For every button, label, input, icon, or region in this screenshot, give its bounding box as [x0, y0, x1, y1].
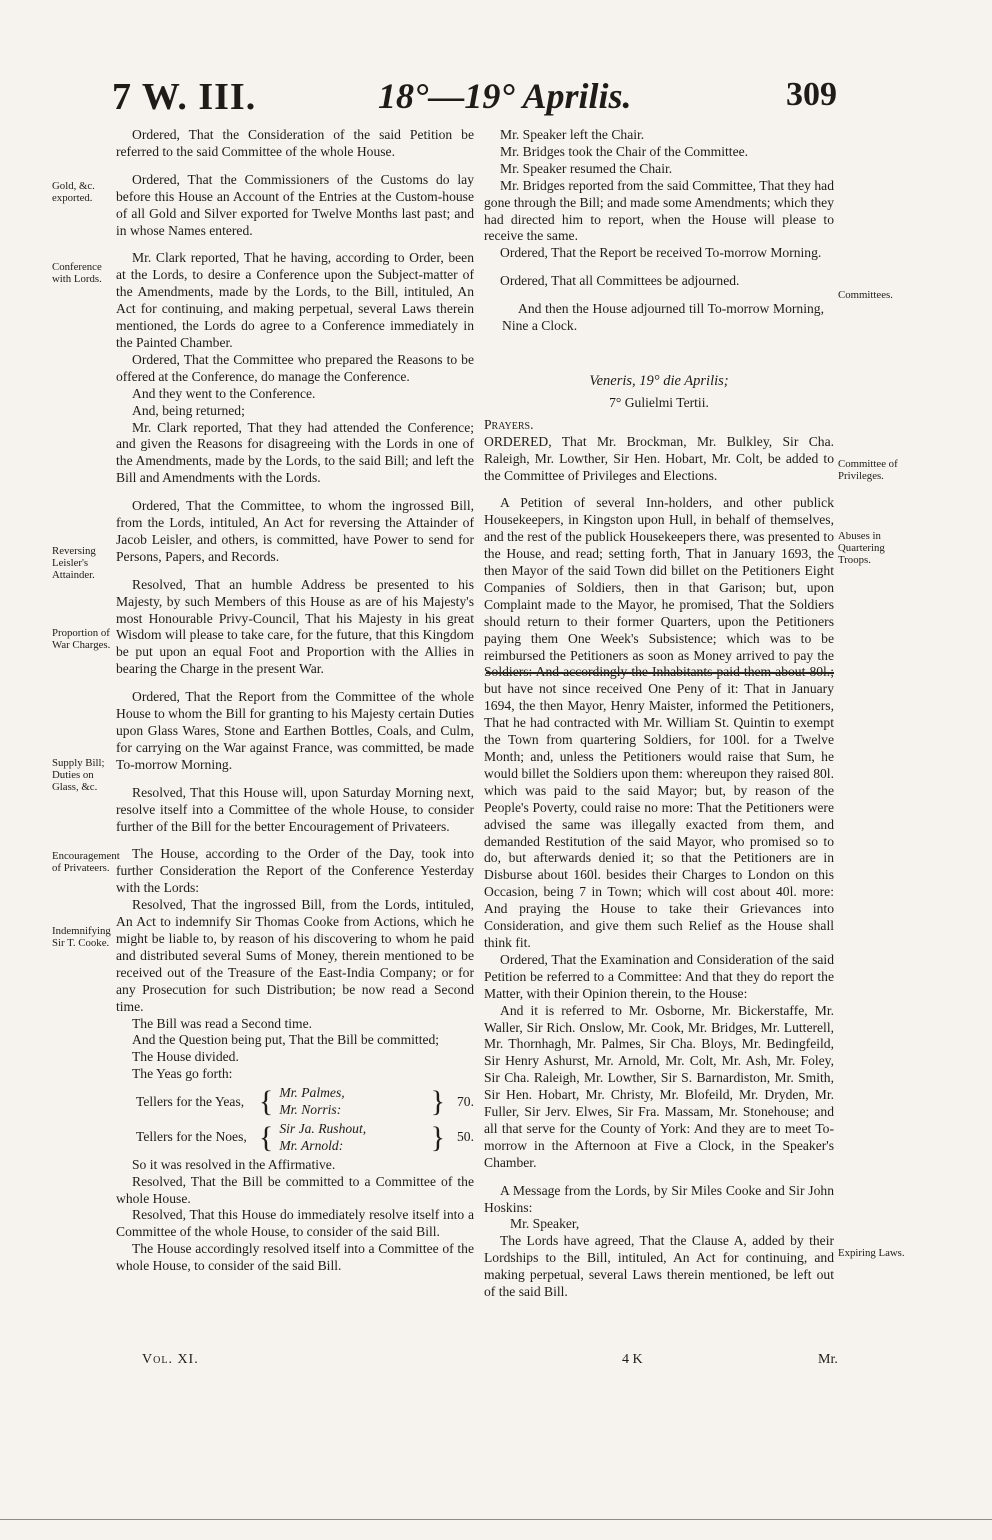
entry-privateers: Resolved, That this House will, upon Saturday Morning next, resolve itself into a Committee of the whole House, to consider further of the Bill for the better Encouragement of Privateers. [116, 784, 474, 834]
brace-icon: } [430, 1085, 445, 1119]
entry-affirmative: So it was resolved in the Affirmative. [132, 1156, 336, 1172]
entry-speaker-left: Mr. Speaker left the Chair. [500, 127, 645, 142]
teller-no-2: Mr. Arnold: [279, 1137, 344, 1153]
entry-went-to-conference: And they went to the Conference. [132, 385, 316, 401]
tellers-yeas-label: Tellers for the Yeas, [136, 1093, 245, 1109]
entry-resolve-immediately: Resolved, That this House do immediately resolve itself into a Committee of the whole House, to consider of the said Bill. [116, 1207, 474, 1240]
margin-note-privileges: Committee of Privileges. [838, 458, 898, 482]
running-head-regnal-year: 7 W. III. [112, 76, 257, 118]
running-head-dates-text: 18°—19° Aprilis. [378, 76, 632, 116]
left-column [116, 127, 474, 1275]
entry-being-returned: And, being returned; [132, 402, 245, 418]
noes-count: 50. [457, 1129, 474, 1145]
margin-note-proportion: Proportion of War Charges. [52, 627, 111, 651]
entry-house-divided: The House divided. [132, 1049, 239, 1065]
entry-committed-whole-house: Resolved, That the Bill be committed to a Committee of the whole House. [116, 1173, 474, 1206]
yeas-count: 70. [457, 1093, 474, 1109]
entry-clause-a: The Lords have agreed, That the Clause A, added by their Lordships to the Bill, intituled, An Act for continuing, and making perpetual, several Laws therein mentioned, be left out of the said Bill. [484, 1233, 834, 1300]
tellers-yeas [136, 1085, 474, 1119]
margin-note-gold: Gold, &c. exported. [52, 180, 95, 204]
margin-note-leisler: Reversing Leisler's Attainder. [52, 545, 96, 581]
teller-yea-2: Mr. Norris: [279, 1102, 342, 1118]
margin-note-committees: Committees. [838, 289, 893, 301]
brace-icon: } [430, 1120, 445, 1154]
entry-bridges-chair: Mr. Bridges took the Chair of the Committee. [500, 143, 749, 159]
entry-manage-conference: Ordered, That the Committee who prepared the Reasons to be offered at the Conference, do manage the Conference. [116, 351, 474, 384]
entry-report-tomorrow: Ordered, That the Report be received To-morrow Morning. [500, 245, 822, 261]
entry-clark-report: Mr. Clark reported, That he having, according to Order, been at the Lords, to desire a Conference upon the Subject-matter of the Amendments, made by the Lords, to the Bill, intituled, An Act for continuing, and making perpetual, several Laws therein mentioned, the Lords do agree to a Conference immediately in the Painted Chamber. [116, 250, 474, 350]
entry-order-of-day: The House, according to the Order of the Day, took into further Consideration the Report of the Conference Yesterday with the Lords: [116, 846, 474, 896]
entry-bridges-report: Mr. Bridges reported from the said Committee, That they had gone through the Bill; and made some Amendments; which they had directed him to report, when the House will please to receive the same. [484, 177, 834, 244]
entry-cooke-bill: Resolved, That the ingrossed Bill, from the Lords, intituled, An Act to indemnify Sir Thomas Cooke from Actions, which he might be liable to, by reason of his discovering to whom he paid and distributed several Sums of Money, therein mentioned to be received out of the Treasure of the East-India Company; or for any Prosecution for such Distribution; be now read a Second time. [116, 897, 474, 1014]
entry-gold-exported: Ordered, That the Commissioners of the Customs do lay before this House an Account of the Entries at the Custom-house of all Gold and Silver exported for Twelve Months last past; and in whose Names entered. [116, 171, 474, 238]
entry-hull-petition: A Petition of several Inn-holders, and other publick Housekeepers, in Kingston upon Hull, in behalf of themselves, and the rest of the publick Housekeepers there, was presented to the House, and read; setting forth, That in January 1693, the then Mayor of the said Town did billet on the Petitioners Eight Companies of Soldiers, then in that Garison; but, upon Complaint made to the Mayor, he promised, That the Soldiers should return to their former Quarters, upon the Petitioners paying them One Week's Subsistence; which was to be reimbursed the Petitioners as soon as Money arrived to pay the Soldiers: And accordingly the Inhabitants paid them about 80l.; but have not since received One Peny of it: That in January 1694, the then Mayor, Henry Maister, informed the Petitioners, That he had contracted with Mr. William St. Quintin to exempt the Town from quartering Soldiers, for 100l. for a Twelve Month; and, unless the Petitioners would raise that Sum, he would billet the Soldiers upon them: whereupon they raised 80l. which was paid to the said Mayor; but, by reason of the People's Poverty, could raise no more: That the Petitioners were advised the same was illegally exacted from them, and demanded Restitution of the said Mayor, who promised so to do, but afterwards denied it; so that the Petitioners are in Disburse about 160l. besides their Charges to London on this Occasion, being 7 in Town; which will cost about 40l. more: And praying the House to take their Grievances into Consideration, and give them such Relief as the House shall think fit. [484, 495, 834, 950]
entry-speaker-resumed: Mr. Speaker resumed the Chair. [500, 160, 673, 176]
teller-no-1: Sir Ja. Rushout, [279, 1120, 367, 1136]
margin-note-cooke: Indemnifying Sir T. Cooke. [52, 925, 111, 949]
prayers-heading: Prayers. [484, 416, 534, 432]
entry-address-war-charges: Resolved, That an humble Address be presented to his Majesty, by such Members of this House as are of his Majesty's most Honourable Privy-Council, That his Majesty in his great Wisdom will please to take care, for the future, that this Kingdom be put upon an equal Foot and Proportion with the Allies in bearing the Charge in the present War. [116, 576, 474, 677]
tellers-noes-names [275, 1121, 430, 1155]
margin-note-supply: Supply Bill; Duties on Glass, &c. [52, 757, 105, 793]
entry-second-reading: The Bill was read a Second time. [132, 1015, 313, 1031]
entry-committee-privileges: ORDERED, That Mr. Brockman, Mr. Bulkley, Sir Cha. Raleigh, Mr. Lowther, Sir Hen. Hobart, Mr. Colt, be added to the Committee of Privileges and Elections. [484, 433, 834, 483]
entry-leisler-bill: Ordered, That the Committee, to whom the ingrossed Bill, from the Lords, intituled, An Act for reversing the Attainder of Jacob Leisler, and others, is committed, have Power to send for Persons, Papers, and Records. [116, 498, 474, 564]
margin-note-conference: Conference with Lords. [52, 261, 102, 285]
tellers-noes-label: Tellers for the Noes, [136, 1129, 247, 1145]
entry-question-put: And the Question being put, That the Bill be committed; [132, 1032, 440, 1048]
volume-footer: Vol. XI. [142, 1352, 199, 1367]
entry-yeas-go-forth: The Yeas go forth: [132, 1066, 233, 1082]
brace-icon: { [258, 1120, 274, 1154]
tellers-yeas-names [275, 1085, 430, 1119]
page-edge-rule [0, 1519, 992, 1520]
catchword: Mr. [818, 1352, 838, 1367]
running-head-dates [378, 78, 632, 114]
entry-committee-members: And it is referred to Mr. Osborne, Mr. Bickerstaffe, Mr. Waller, Sir Rich. Onslow, Mr. Cook, Mr. Bridges, Mr. Lutterell, Mr. Thornhagh, Mr. Palmes, Sir Cha. Bloys, Mr. Bedingfeild, Sir Henry Ashurst, Mr. Arnold, Mr. Colt, Mr. Ash, Mr. Foley, Sir Cha. Raleigh, Mr. Lowther, Sir S. Barnardiston, Mr. Smith, Sir Hen. Hobart, Mr. Christy, Mr. Blofeild, Mr. Dryden, Mr. Fuller, Sir Jerv. Elwes, Sir Fra. Massam, Mr. Stonehouse; and all that serve for the County of York: And they are to meet To-morrow in the Afternoon at Five a Clock, in the Speaker's Chamber. [484, 1002, 834, 1170]
margin-note-expiring: Expiring Laws. [838, 1247, 905, 1259]
right-column [484, 127, 834, 1301]
day-heading: Veneris, 19° die Aprilis; [589, 372, 729, 389]
margin-note-troops: Abuses in Quartering Troops. [838, 530, 885, 566]
teller-yea-1: Mr. Palmes, [279, 1085, 345, 1101]
margin-note-privateers: Encouragement of Privateers. [52, 850, 120, 874]
tellers-noes [136, 1121, 474, 1155]
entry-clark-second-report: Mr. Clark reported, That they had attended the Conference; and given the Reasons for disagreeing with the Lords in one of the Amendments, made by the Lords, to the said Bill; and left the Bill and Amendments with the Lords. [116, 419, 474, 486]
entry-mr-speaker: Mr. Speaker, [510, 1216, 580, 1232]
entry-petition-committee: Ordered, That the Examination and Consideration of the said Petition be referred to a Committee: And that they do report the Matter, with their Opinion therein, to the House: [484, 951, 834, 1001]
entry-glass-duties: Ordered, That the Report from the Committee of the whole House to whom the Bill for granting to his Majesty certain Duties upon Glass Wares, Stone and Earthen Bottles, Coals, and Culm, for carrying on the War against France, was committed, be made To-morrow Morning. [116, 689, 474, 772]
section-rule [486, 672, 834, 674]
entry-committees-adjourned: Ordered, That all Committees be adjourned. [500, 273, 740, 289]
entry-petition-referred: Ordered, That the Consideration of the said Petition be referred to the said Committee of the whole House. [116, 127, 474, 159]
signature-mark: 4 K [622, 1352, 643, 1367]
entry-lords-message: A Message from the Lords, by Sir Miles Cooke and Sir John Hoskins: [484, 1182, 834, 1215]
entry-house-adjourned: And then the House adjourned till To-morrow Morning, Nine a Clock. [502, 301, 824, 334]
entry-house-resolved: The House accordingly resolved itself into a Committee of the whole House, to consider of the said Bill. [116, 1241, 474, 1274]
brace-icon: { [258, 1085, 274, 1119]
reign-heading: 7° Gulielmi Tertii. [609, 394, 709, 410]
page-number: 309 [786, 76, 837, 113]
